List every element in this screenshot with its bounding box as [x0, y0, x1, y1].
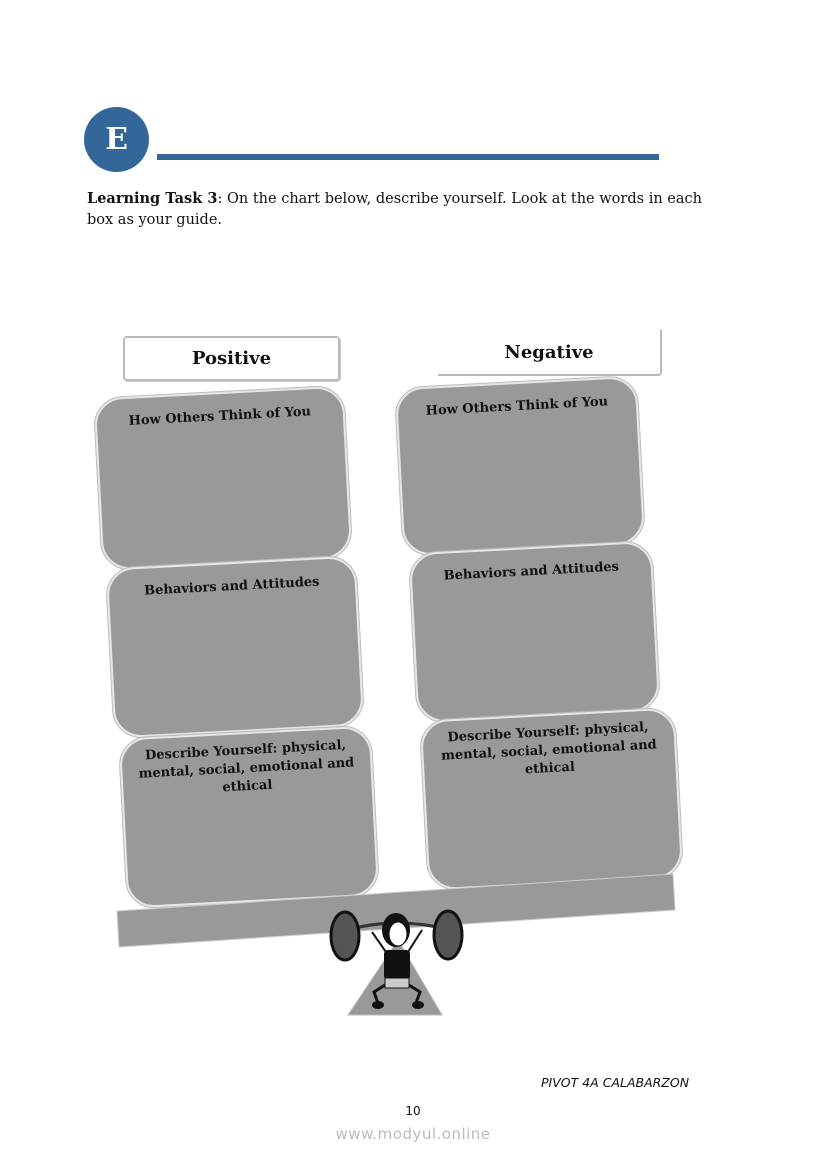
task-label: Learning Task 3 [87, 190, 218, 207]
page-number: 10 [405, 1104, 421, 1118]
box-label: Behaviors and Attitudes [143, 574, 320, 599]
positive-header-label: Positive [191, 348, 272, 369]
box-label: Describe Yourself: physical, mental, social, emotional and ethical [440, 719, 658, 778]
negative-box-others[interactable] [395, 376, 645, 556]
negative-box-behaviors[interactable] [409, 541, 661, 723]
box-label: How Others Think of You [128, 404, 312, 429]
box-label: Describe Yourself: physical, mental, social, emotional and ethical [138, 737, 355, 796]
watermark: www.modyul.online [335, 1125, 491, 1143]
section-badge [84, 107, 149, 172]
positive-box-behaviors[interactable] [106, 556, 365, 739]
negative-header-label: Negative [504, 341, 594, 363]
box-label: How Others Think of You [425, 394, 609, 419]
section-rule [157, 154, 659, 160]
box-label: Behaviors and Attitudes [443, 559, 620, 584]
positive-box-others[interactable] [94, 386, 353, 571]
task-text: : On the chart below, describe yourself. Look at the words in each box as your guide. [87, 191, 702, 228]
negative-header [438, 330, 662, 376]
positive-header [123, 336, 340, 381]
section-letter: E [105, 122, 128, 157]
footer-label: PIVOT 4A CALABARZON [541, 1075, 690, 1090]
task-instructions [87, 188, 702, 231]
weightlifter-illustration [0, 860, 826, 1030]
